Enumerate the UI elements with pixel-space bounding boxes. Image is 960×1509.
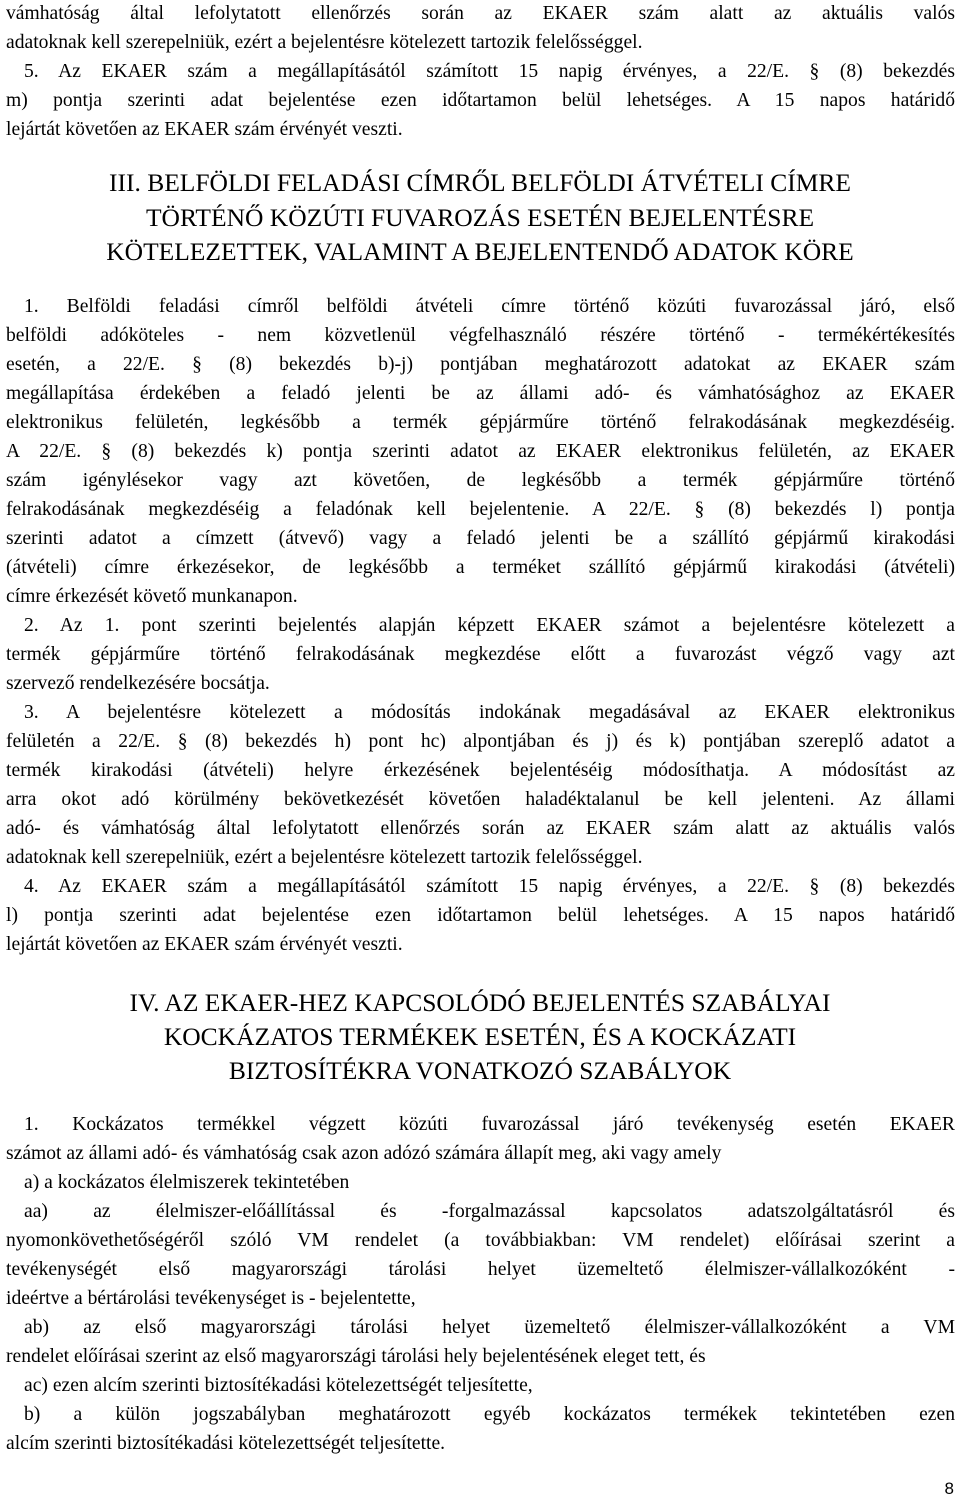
paragraph-line: felrakodásának megkezdéséig a feladónak kell bejelentenie. A 22/E. § (8) bekezdés l) pontja (6, 499, 955, 520)
paragraph-line: 5. Az EKAER szám a megállapításától számított 15 napig érvényes, a 22/E. § (8) bekezdés (24, 61, 955, 82)
paragraph-line: adatoknak kell szerepelniük, ezért a bejelentésre kötelezett tartozik felelősséggel. (6, 32, 643, 53)
paragraph-line: 3. A bejelentésre kötelezett a módosítás indokának megadásával az EKAER elektronikus (24, 702, 955, 723)
paragraph-line: 1. Kockázatos termékkel végzett közúti fuvarozással járó tevékenység esetén EKAER (24, 1114, 955, 1135)
paragraph-line: felületén a 22/E. § (8) bekezdés h) pont hc) alpontjában és j) és k) pontjában szereplő adatot a (6, 731, 955, 752)
paragraph-line: számot az állami adó- és vámhatóság csak azon adózó számára állapít meg, aki vagy amely (6, 1143, 722, 1164)
section-heading: III. BELFÖLDI FELADÁSI CÍMRŐL BELFÖLDI ÁTVÉTELI CÍMRE (108, 168, 852, 197)
section-heading: KOCKÁZATOS TERMÉKEK ESETÉN, ÉS A KOCKÁZATI (163, 1022, 797, 1051)
paragraph-line: 1. Belföldi feladási címről belföldi átvételi címre történő közúti fuvarozással járó, első (24, 296, 955, 317)
paragraph-line: alcím szerinti biztosítékadási kötelezettségét teljesítette. (6, 1433, 446, 1454)
paragraph-line: b) a külön jogszabályban meghatározott egyéb kockázatos termékek tekintetében ezen (24, 1404, 955, 1425)
paragraph-line: címre érkezését követő munkanapon. (6, 586, 298, 607)
section-heading: BIZTOSÍTÉKRA VONATKOZÓ SZABÁLYOK (228, 1056, 732, 1085)
paragraph-line: tevékenységét első magyarországi tárolási helyet üzemeltető élelmiszer-vállalkozóként - (6, 1259, 955, 1280)
paragraph-line: esetén, a 22/E. § (8) bekezdés b)-j) pontjában meghatározott adatokat az EKAER szám (6, 354, 955, 375)
paragraph-line: adó- és vámhatóság által lefolytatott ellenőrzés során az EKAER szám alatt az aktuális valós (6, 818, 955, 839)
paragraph-line: aa) az élelmiszer-előállítással és -forgalmazással kapcsolatos adatszolgáltatásról és (24, 1201, 955, 1222)
paragraph-line: elektronikus felületén, legkésőbb a termék gépjárműre történő felrakodásának megkezdéséig. (6, 412, 955, 433)
page-number: 8 (944, 1479, 954, 1498)
section-heading: IV. AZ EKAER-HEZ KAPCSOLÓDÓ BEJELENTÉS SZABÁLYAI (129, 988, 831, 1017)
paragraph-line: szám igénylésekor vagy azt követően, de legkésőbb a termék gépjárműre történő (6, 470, 955, 491)
paragraph-line: adatoknak kell szerepelniük, ezért a bejelentésre kötelezett tartozik felelősséggel. (6, 847, 643, 868)
paragraph-line: m) pontja szerinti adat bejelentése ezen időtartamon belül lehetséges. A 15 napos határidő (6, 90, 955, 111)
paragraph-line: szerinti adatot a címzett (átvevő) vagy a feladó jelenti be a szállító gépjármű kirakodási (6, 528, 955, 549)
paragraph-line: vámhatóság által lefolytatott ellenőrzés során az EKAER szám alatt az aktuális valós (6, 3, 955, 24)
paragraph-line: nyomonkövethetőségéről szóló VM rendelet (a továbbiakban: VM rendelet) előírásai szerint a (6, 1230, 955, 1251)
paragraph-line: ideértve a bértárolási tevékenységet is - bejelentette, (6, 1288, 416, 1309)
paragraph-line: szervező rendelkezésére bocsátja. (6, 673, 270, 694)
paragraph-line: arra okot adó körülmény bekövetkezését követően haladéktalanul be kell jelenteni. Az állami (6, 789, 955, 810)
paragraph-line: 4. Az EKAER szám a megállapításától számított 15 napig érvényes, a 22/E. § (8) bekezdés (24, 876, 955, 897)
paragraph-line: (átvételi) címre érkezésekor, de legkésőbb a terméket szállító gépjármű kirakodási (átvételi) (6, 557, 955, 578)
paragraph-line: ab) az első magyarországi tárolási helyet üzemeltető élelmiszer-vállalkozóként a VM (24, 1317, 955, 1338)
paragraph-line: rendelet előírásai szerint az első magyarországi tárolási hely bejelentésének eleget tett, és (6, 1346, 706, 1367)
section-heading: KÖTELEZETTEK, VALAMINT A BEJELENTENDŐ ADATOK KÖRE (106, 237, 854, 266)
paragraph-line: belföldi adóköteles - nem közvetlenül végfelhasználó részére történő - termékértékesítés (6, 325, 955, 346)
paragraph-line: 2. Az 1. pont szerinti bejelentés alapján képzett EKAER számot a bejelentésre kötelezett a (24, 615, 955, 636)
paragraph-line: l) pontja szerinti adat bejelentése ezen időtartamon belül lehetséges. A 15 napos határidő (6, 905, 955, 926)
paragraph-line: A 22/E. § (8) bekezdés k) pontja szerinti adatot az EKAER elektronikus felületén, az EKAER (6, 441, 955, 462)
paragraph-line: a) a kockázatos élelmiszerek tekintetében (24, 1172, 350, 1193)
paragraph-line: termék gépjárműre történő felrakodásának megkezdése előtt a fuvarozást végző vagy azt (6, 644, 955, 665)
paragraph-line: ac) ezen alcím szerinti biztosítékadási kötelezettségét teljesítette, (24, 1375, 533, 1396)
paragraph-line: termék kirakodási (átvételi) helyre érkezésének bejelentéséig módosíthatja. A módosítást az (6, 760, 955, 781)
section-heading: TÖRTÉNŐ KÖZÚTI FUVAROZÁS ESETÉN BEJELENTÉSRE (145, 203, 815, 232)
paragraph-line: lejártát követően az EKAER szám érvényét veszti. (6, 934, 403, 955)
paragraph-line: lejártát követően az EKAER szám érvényét veszti. (6, 119, 403, 140)
paragraph-line: megállapítása érdekében a feladó jelenti be az állami adó- és vámhatósághoz az EKAER (6, 383, 955, 404)
